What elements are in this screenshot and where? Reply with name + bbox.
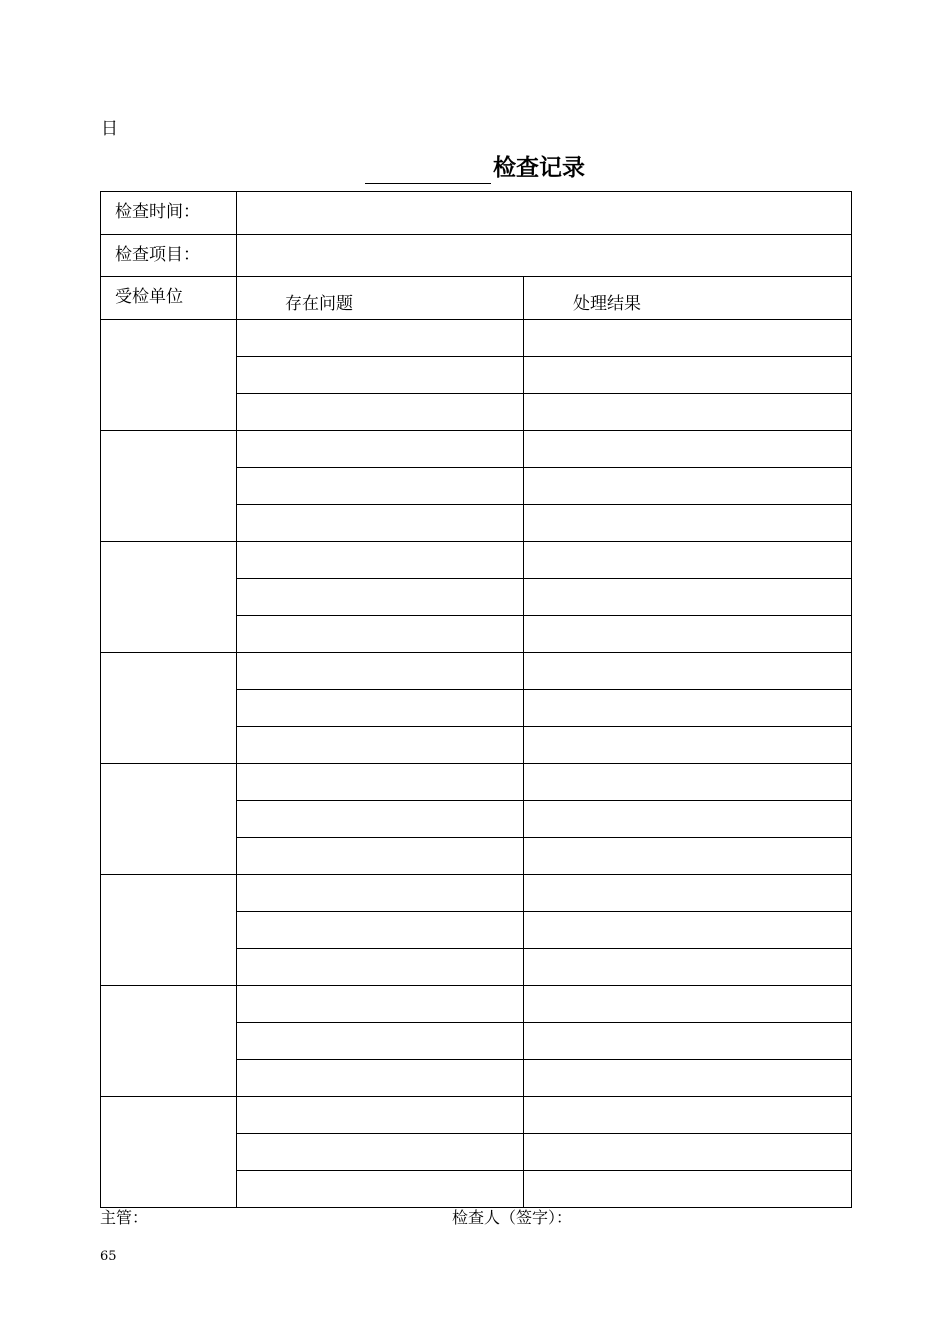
result-cell[interactable] (524, 764, 852, 801)
result-cell[interactable] (524, 394, 852, 431)
inspection-item-label: 检查项目： (101, 235, 237, 277)
issue-cell[interactable] (237, 616, 524, 653)
result-cell[interactable] (524, 616, 852, 653)
result-cell[interactable] (524, 431, 852, 468)
issue-cell[interactable] (237, 727, 524, 764)
issue-header: 存在问题 (237, 277, 524, 320)
issue-cell[interactable] (237, 1134, 524, 1171)
issue-cell[interactable] (237, 1171, 524, 1208)
issue-cell[interactable] (237, 1097, 524, 1134)
unit-cell[interactable] (101, 1097, 237, 1208)
issue-cell[interactable] (237, 505, 524, 542)
issue-cell[interactable] (237, 320, 524, 357)
inspection-item-row (101, 235, 852, 277)
unit-cell[interactable] (101, 764, 237, 875)
table-row (101, 764, 852, 801)
page-number: 65 (100, 1249, 117, 1264)
issue-cell[interactable] (237, 986, 524, 1023)
result-cell[interactable] (524, 542, 852, 579)
result-cell[interactable] (524, 949, 852, 986)
inspection-item-field[interactable] (237, 235, 852, 277)
title-blank-line[interactable] (365, 157, 491, 184)
issue-cell[interactable] (237, 875, 524, 912)
column-header-row (101, 277, 852, 320)
issue-cell[interactable] (237, 357, 524, 394)
result-cell[interactable] (524, 690, 852, 727)
inspection-record-table (100, 191, 852, 1208)
issue-cell[interactable] (237, 1023, 524, 1060)
issue-cell[interactable] (237, 690, 524, 727)
unit-cell[interactable] (101, 875, 237, 986)
inspection-time-label: 检查时间： (101, 192, 237, 235)
issue-cell[interactable] (237, 1060, 524, 1097)
unit-cell[interactable] (101, 542, 237, 653)
table-row (101, 653, 852, 690)
result-cell[interactable] (524, 986, 852, 1023)
inspection-time-field[interactable] (237, 192, 852, 235)
unit-header: 受检单位 (101, 277, 237, 320)
result-cell[interactable] (524, 1134, 852, 1171)
inspection-time-row (101, 192, 852, 235)
unit-cell[interactable] (101, 653, 237, 764)
result-cell[interactable] (524, 357, 852, 394)
result-cell[interactable] (524, 579, 852, 616)
result-cell[interactable] (524, 1097, 852, 1134)
unit-cell[interactable] (101, 431, 237, 542)
unit-cell[interactable] (101, 986, 237, 1097)
issue-cell[interactable] (237, 579, 524, 616)
issue-cell[interactable] (237, 394, 524, 431)
result-cell[interactable] (524, 875, 852, 912)
issue-cell[interactable] (237, 949, 524, 986)
supervisor-label: 主管： (100, 1208, 149, 1227)
date-mark: 日 (101, 119, 118, 139)
result-cell[interactable] (524, 1023, 852, 1060)
page-title (0, 152, 950, 184)
table-row (101, 542, 852, 579)
result-cell[interactable] (524, 505, 852, 542)
issue-cell[interactable] (237, 838, 524, 875)
result-cell[interactable] (524, 1060, 852, 1097)
table-row (101, 986, 852, 1023)
issue-cell[interactable] (237, 801, 524, 838)
issue-cell[interactable] (237, 653, 524, 690)
unit-cell[interactable] (101, 320, 237, 431)
issue-cell[interactable] (237, 912, 524, 949)
table-row (101, 1097, 852, 1134)
issue-cell[interactable] (237, 542, 524, 579)
issue-cell[interactable] (237, 431, 524, 468)
result-cell[interactable] (524, 653, 852, 690)
issue-cell[interactable] (237, 764, 524, 801)
result-cell[interactable] (524, 320, 852, 357)
result-header: 处理结果 (524, 277, 852, 320)
result-cell[interactable] (524, 1171, 852, 1208)
result-cell[interactable] (524, 801, 852, 838)
issue-cell[interactable] (237, 468, 524, 505)
result-cell[interactable] (524, 727, 852, 764)
table-body (101, 192, 852, 1208)
result-cell[interactable] (524, 838, 852, 875)
table-row (101, 875, 852, 912)
inspector-signature-label: 检查人（签字）： (452, 1208, 573, 1227)
result-cell[interactable] (524, 468, 852, 505)
table-row (101, 431, 852, 468)
title-text: 检查记录 (493, 155, 585, 181)
result-cell[interactable] (524, 912, 852, 949)
table-row (101, 320, 852, 357)
